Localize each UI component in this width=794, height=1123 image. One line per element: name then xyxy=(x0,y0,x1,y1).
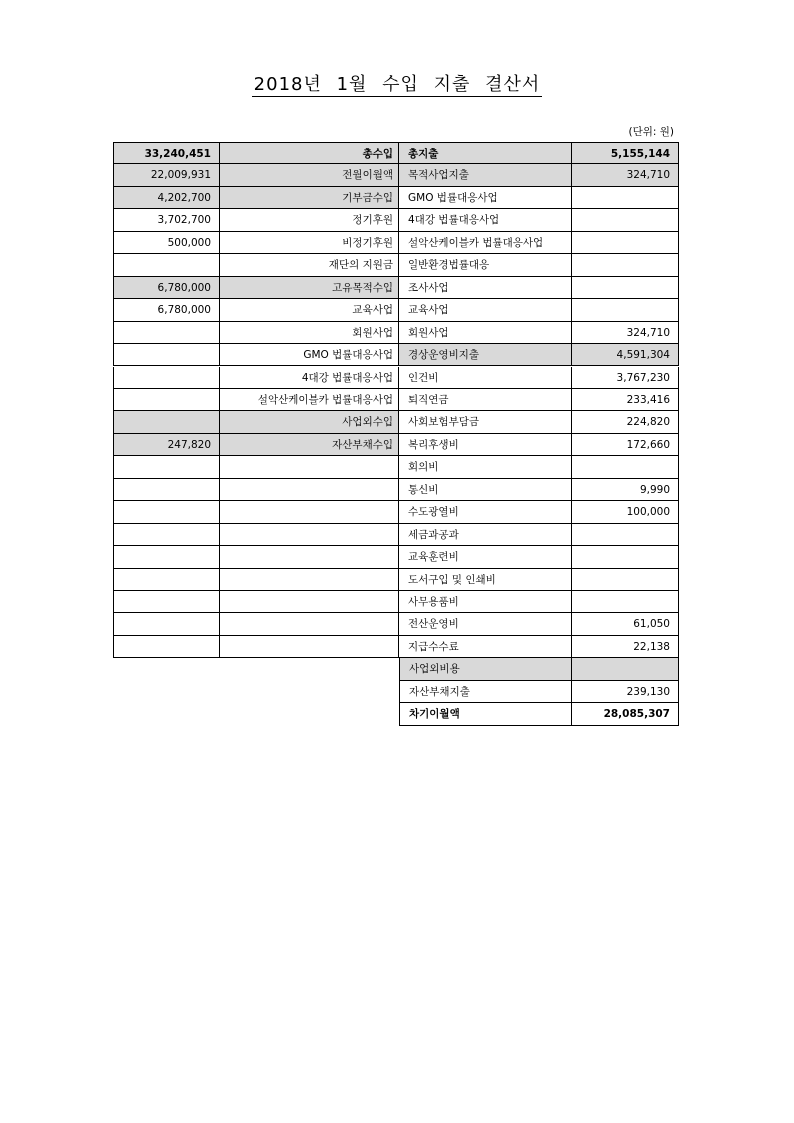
income-item-cell: 전월이월액 xyxy=(220,164,399,186)
income-amount-cell xyxy=(113,569,220,591)
income-item-cell xyxy=(220,546,399,568)
table-row xyxy=(113,569,679,591)
income-item-cell xyxy=(220,479,399,501)
expense-amount-cell: 324,710 xyxy=(572,164,679,186)
table-row xyxy=(113,389,679,411)
income-amount-cell xyxy=(113,367,220,389)
expense-amount-cell: 3,767,230 xyxy=(572,367,679,389)
expense-amount-cell xyxy=(572,658,679,680)
expense-amount-cell: 324,710 xyxy=(572,322,679,344)
income-amount-cell: 3,702,700 xyxy=(113,209,220,231)
income-amount-cell: 247,820 xyxy=(113,434,220,456)
table-row xyxy=(113,456,679,478)
expense-item-cell: 사무용품비 xyxy=(399,591,572,613)
income-item-cell xyxy=(220,636,399,658)
table-row xyxy=(113,411,679,433)
income-amount-cell xyxy=(113,456,220,478)
table-row xyxy=(113,546,679,568)
expense-item-cell: 목적사업지출 xyxy=(399,164,572,186)
table-row xyxy=(113,187,679,209)
income-total-label: 총수입 xyxy=(220,142,399,164)
expense-amount-cell xyxy=(572,591,679,613)
income-amount-cell xyxy=(113,501,220,523)
table-row xyxy=(113,613,679,635)
income-item-cell: 고유목적수입 xyxy=(220,277,399,299)
income-item-cell xyxy=(220,456,399,478)
expense-amount-cell xyxy=(572,187,679,209)
income-item-cell: 회원사업 xyxy=(220,322,399,344)
table-row xyxy=(113,658,679,680)
expense-item-cell: 조사사업 xyxy=(399,277,572,299)
expense-total-label: 총지출 xyxy=(399,142,572,164)
expense-item-cell: 사업외비용 xyxy=(399,658,572,680)
expense-item-cell: 도서구입 및 인쇄비 xyxy=(399,569,572,591)
expense-amount-cell: 233,416 xyxy=(572,389,679,411)
table-row xyxy=(113,277,679,299)
table-row xyxy=(113,591,679,613)
carryover-row xyxy=(113,703,679,725)
income-amount-cell: 6,780,000 xyxy=(113,277,220,299)
expense-amount-cell: 100,000 xyxy=(572,501,679,523)
table-row xyxy=(113,636,679,658)
table-row xyxy=(113,164,679,186)
table-row xyxy=(113,479,679,501)
expense-amount-cell xyxy=(572,456,679,478)
document-title xyxy=(0,70,794,96)
income-item-cell: 교육사업 xyxy=(220,299,399,321)
table-row xyxy=(113,299,679,321)
expense-item-cell: 통신비 xyxy=(399,479,572,501)
income-item-cell: 재단의 지원금 xyxy=(220,254,399,276)
expense-item-cell: 회원사업 xyxy=(399,322,572,344)
income-item-cell xyxy=(220,524,399,546)
income-amount-cell xyxy=(113,344,220,366)
income-item-cell: 설악산케이블카 법률대응사업 xyxy=(220,389,399,411)
expense-item-cell: 설악산케이블카 법률대응사업 xyxy=(399,232,572,254)
income-amount-cell: 6,780,000 xyxy=(113,299,220,321)
expense-item-cell: GMO 법률대응사업 xyxy=(399,187,572,209)
income-item-cell xyxy=(220,569,399,591)
income-amount-cell xyxy=(113,636,220,658)
expense-amount-cell: 224,820 xyxy=(572,411,679,433)
income-item-cell: 기부금수입 xyxy=(220,187,399,209)
expense-item-cell: 자산부채지출 xyxy=(399,681,572,703)
table-row xyxy=(113,681,679,703)
table-row xyxy=(113,232,679,254)
expense-item-cell: 인건비 xyxy=(399,367,572,389)
income-amount-cell xyxy=(113,546,220,568)
income-amount-cell xyxy=(113,322,220,344)
income-item-cell: 비정기후원 xyxy=(220,232,399,254)
expense-amount-cell: 61,050 xyxy=(572,613,679,635)
carryover-label: 차기이월액 xyxy=(399,703,572,725)
expense-item-cell: 교육훈련비 xyxy=(399,546,572,568)
title-text: 2018년 1월 수입 지출 결산서 xyxy=(253,74,541,95)
income-amount-cell xyxy=(113,254,220,276)
table-row xyxy=(113,209,679,231)
expense-amount-cell xyxy=(572,524,679,546)
table-row xyxy=(113,524,679,546)
income-amount-cell xyxy=(113,389,220,411)
expense-item-cell: 교육사업 xyxy=(399,299,572,321)
expense-amount-cell xyxy=(572,546,679,568)
income-amount-cell xyxy=(113,591,220,613)
table-row xyxy=(113,501,679,523)
expense-item-cell: 경상운영비지출 xyxy=(399,344,572,366)
expense-item-cell: 지급수수료 xyxy=(399,636,572,658)
expense-item-cell: 전산운영비 xyxy=(399,613,572,635)
income-amount-cell: 500,000 xyxy=(113,232,220,254)
expense-item-cell: 수도광열비 xyxy=(399,501,572,523)
income-total-value: 33,240,451 xyxy=(113,142,220,164)
income-amount-cell xyxy=(113,613,220,635)
expense-item-cell: 4대강 법률대응사업 xyxy=(399,209,572,231)
table-row xyxy=(113,344,679,366)
expense-amount-cell xyxy=(572,232,679,254)
expense-item-cell: 복리후생비 xyxy=(399,434,572,456)
expense-total-value: 5,155,144 xyxy=(572,142,679,164)
expense-item-cell: 사회보험부담금 xyxy=(399,411,572,433)
expense-item-cell: 회의비 xyxy=(399,456,572,478)
income-amount-cell: 4,202,700 xyxy=(113,187,220,209)
expense-item-cell: 일반환경법률대응 xyxy=(399,254,572,276)
income-item-cell: 정기후원 xyxy=(220,209,399,231)
income-item-cell: 사업외수입 xyxy=(220,411,399,433)
expense-amount-cell xyxy=(572,277,679,299)
income-amount-cell xyxy=(113,524,220,546)
table-row xyxy=(113,367,679,389)
table-row xyxy=(113,434,679,456)
income-item-cell xyxy=(220,591,399,613)
unit-note: (단위: 원) xyxy=(628,126,674,138)
expense-amount-cell: 22,138 xyxy=(572,636,679,658)
expense-amount-cell xyxy=(572,569,679,591)
table-header-row xyxy=(113,142,679,164)
income-item-cell xyxy=(220,613,399,635)
income-item-cell: 4대강 법률대응사업 xyxy=(220,367,399,389)
income-item-cell xyxy=(220,501,399,523)
carryover-value: 28,085,307 xyxy=(572,703,679,725)
income-amount-cell xyxy=(113,411,220,433)
income-amount-cell xyxy=(113,479,220,501)
expense-item-cell: 퇴직연금 xyxy=(399,389,572,411)
table-row xyxy=(113,254,679,276)
expense-amount-cell: 4,591,304 xyxy=(572,344,679,366)
income-item-cell: GMO 법률대응사업 xyxy=(220,344,399,366)
expense-amount-cell xyxy=(572,209,679,231)
expense-amount-cell: 239,130 xyxy=(572,681,679,703)
expense-amount-cell xyxy=(572,299,679,321)
expense-amount-cell: 9,990 xyxy=(572,479,679,501)
expense-amount-cell xyxy=(572,254,679,276)
income-item-cell: 자산부채수입 xyxy=(220,434,399,456)
table-row xyxy=(113,322,679,344)
expense-item-cell: 세금과공과 xyxy=(399,524,572,546)
income-amount-cell: 22,009,931 xyxy=(113,164,220,186)
expense-amount-cell: 172,660 xyxy=(572,434,679,456)
